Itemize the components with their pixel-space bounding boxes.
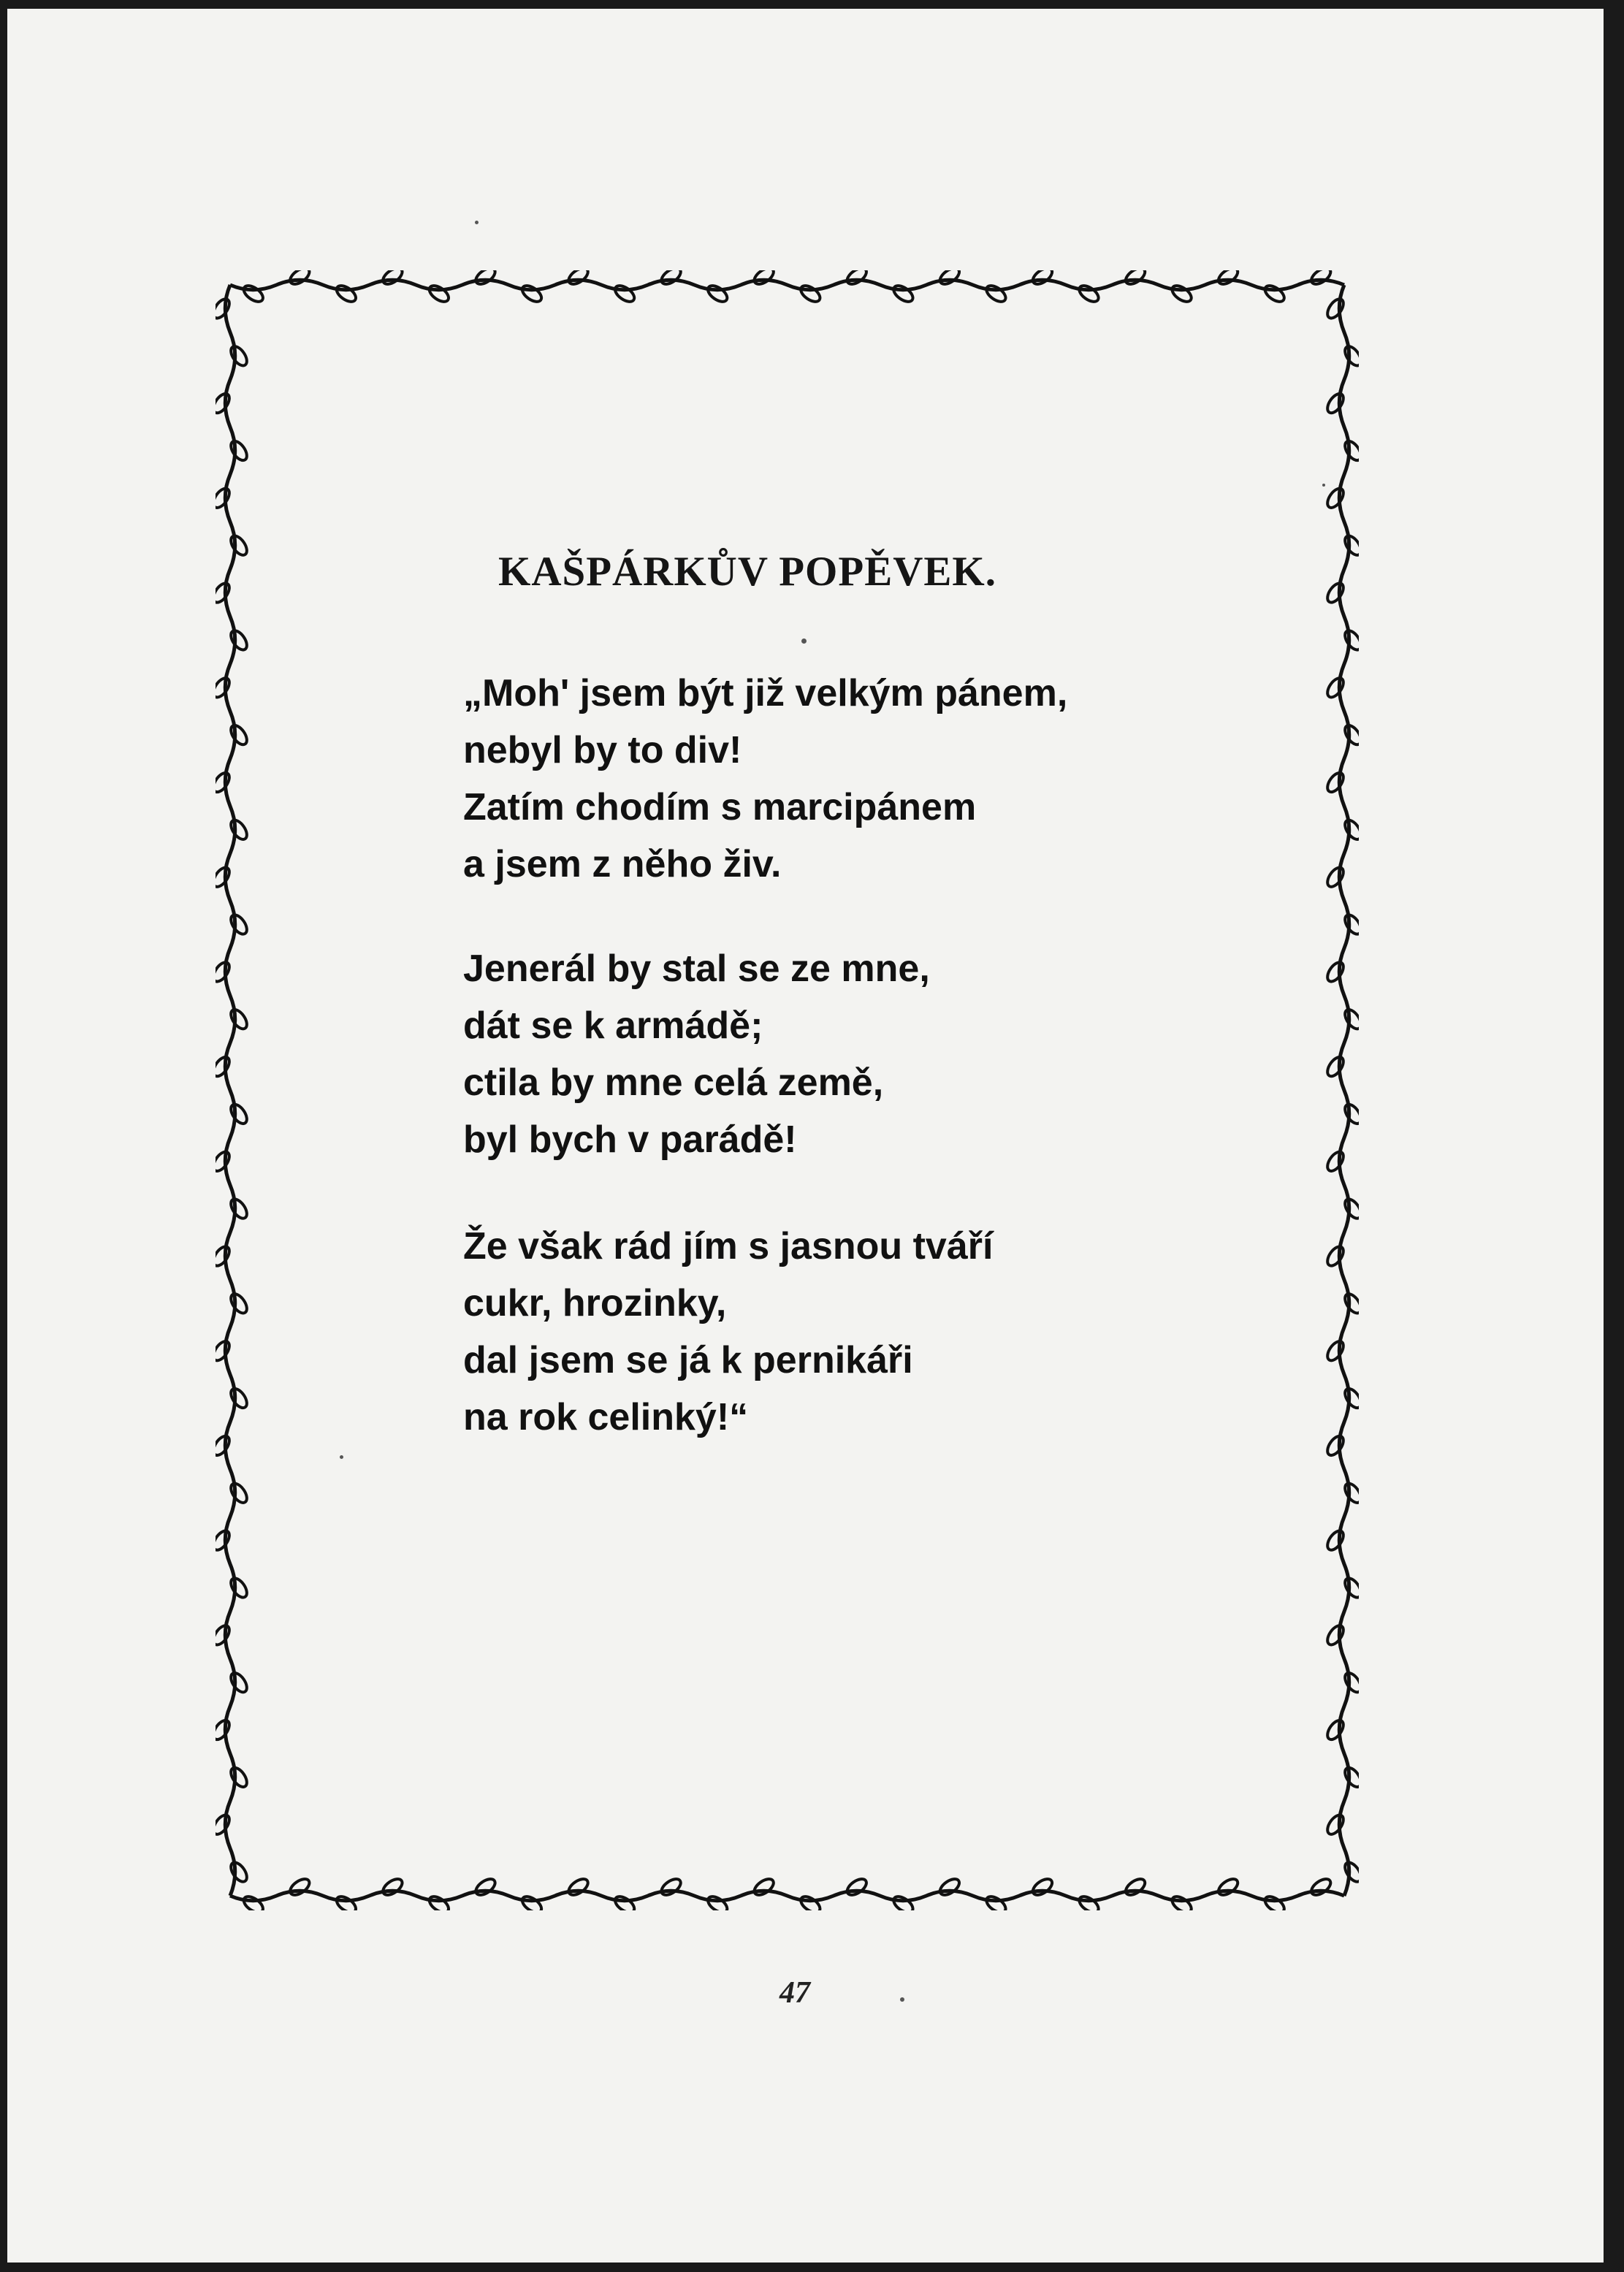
vine-leaf: [1324, 1623, 1346, 1647]
poem-line: a jsem z něho živ.: [463, 843, 782, 885]
vine-leaf: [228, 1860, 250, 1885]
vine-leaf: [1030, 1876, 1055, 1898]
vine-leaf: [228, 817, 250, 842]
vine-leaf: [519, 283, 544, 305]
vine-leaf: [1077, 283, 1102, 305]
vine-leaf: [334, 283, 359, 305]
poem-title: KAŠPÁRKŮV POPĚVEK.: [498, 549, 996, 595]
poem-line: ctila by mne celá země,: [463, 1061, 884, 1104]
vine-leaf: [1324, 1812, 1346, 1837]
vine-leaf: [612, 283, 637, 305]
vine-leaf: [228, 1102, 250, 1127]
vine-leaf: [1308, 1876, 1333, 1898]
vine-leaf: [1324, 1433, 1346, 1458]
book-page: [7, 9, 1604, 2263]
vine-leaf: [228, 1670, 250, 1695]
vine-leaf: [937, 1876, 962, 1898]
vine-leaf: [228, 1291, 250, 1316]
vine-leaf: [1324, 1528, 1346, 1553]
vine-leaf: [1324, 486, 1346, 511]
vine-leaf: [228, 533, 250, 558]
vine-leaf: [845, 1876, 869, 1898]
poem-line: byl bych v parádě!: [463, 1118, 797, 1161]
vine-leaf: [228, 1576, 250, 1601]
vine-leaf: [228, 1386, 250, 1411]
vine-leaf: [1324, 1718, 1346, 1742]
vine-leaf: [228, 628, 250, 653]
vine-leaf: [473, 1876, 498, 1898]
vine-leaf: [752, 1876, 777, 1898]
vine-leaf: [659, 1876, 684, 1898]
vine-leaf: [287, 1876, 312, 1898]
scan-speck: [801, 638, 807, 644]
poem-line: nebyl by to div!: [463, 729, 742, 771]
vine-stem: [1339, 285, 1349, 1896]
vine-leaf: [1262, 283, 1287, 305]
vine-leaf: [1324, 391, 1346, 416]
vine-leaf: [1324, 1054, 1346, 1079]
vine-leaf: [381, 1876, 405, 1898]
poem-line: Zatím chodím s marcipánem: [463, 786, 977, 828]
vine-leaf: [228, 912, 250, 937]
vine-leaf: [1324, 960, 1346, 985]
vine-leaf: [1324, 1149, 1346, 1174]
poem-line: dát se k armádě;: [463, 1005, 763, 1047]
vine-leaf: [984, 283, 1009, 305]
stanza-3: [463, 1218, 993, 1446]
vine-leaf: [1123, 1876, 1148, 1898]
stanza-1: [463, 665, 1067, 893]
poem-line: „Moh' jsem být již velkým pánem,: [463, 672, 1068, 714]
vine-leaf: [427, 283, 451, 305]
vine-leaf: [228, 1007, 250, 1032]
vine-leaf: [241, 283, 266, 305]
vine-leaf: [1324, 1338, 1346, 1363]
vine-leaf: [228, 1481, 250, 1506]
vine-leaf: [1324, 865, 1346, 890]
vine-leaf: [228, 1765, 250, 1790]
vine-leaf: [1324, 770, 1346, 795]
vine-leaf: [566, 1876, 591, 1898]
vine-leaf: [1170, 283, 1194, 305]
vine-leaf: [228, 438, 250, 463]
page-number: 47: [779, 1976, 810, 2010]
vine-leaf: [1324, 675, 1346, 700]
scan-speck: [1322, 484, 1325, 487]
vine-leaf: [228, 723, 250, 747]
vine-stem: [225, 285, 235, 1896]
vine-leaf: [228, 343, 250, 368]
vine-leaf: [1324, 581, 1346, 606]
vine-leaf: [1324, 1244, 1346, 1269]
vine-leaf: [705, 283, 730, 305]
stanza-2: [463, 940, 930, 1168]
vine-leaf: [798, 283, 823, 305]
scan-speck: [475, 221, 479, 224]
poem-line: cukr, hrozinky,: [463, 1282, 727, 1324]
poem-line: Jenerál by stal se ze mne,: [463, 948, 930, 990]
scan-speck: [900, 1997, 904, 2002]
poem-line: Že však rád jím s jasnou tváří: [463, 1225, 994, 1267]
poem-line: dal jsem se já k pernikáři: [463, 1339, 913, 1381]
scan-speck: [340, 1455, 343, 1459]
poem-line: na rok celinký!“: [463, 1396, 749, 1438]
vine-leaf: [1324, 297, 1346, 321]
vine-leaf: [1216, 1876, 1240, 1898]
vine-leaf: [891, 283, 916, 305]
vine-leaf: [228, 1197, 250, 1221]
